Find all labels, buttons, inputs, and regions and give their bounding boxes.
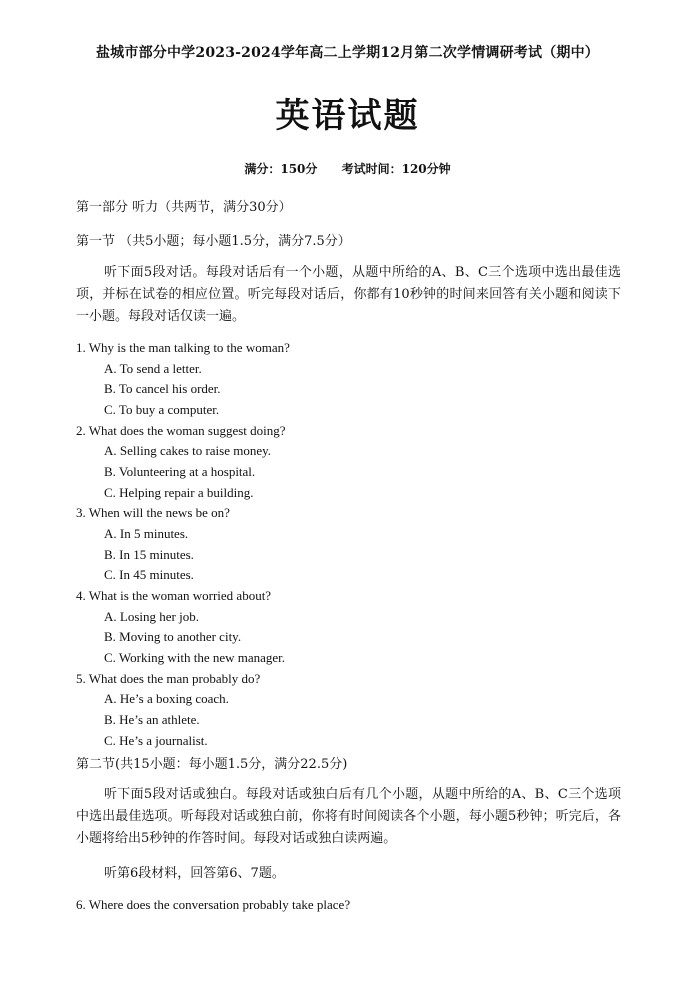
section1-instructions: 听下面5段对话。每段对话后有一个小题，从题中所给的A、B、C三个选项中选出最佳选项，并标在试卷的相应位置。听完每段对话后，你都有10秒钟的时间来回答有关小题和阅读下一小题。每段对话仅读一遍。 [76,265,621,324]
q4-option-c: C. Working with the new manager. [104,650,286,665]
part1-heading: 第一部分 听力（共两节，满分30分） [76,200,292,215]
q1-option-a: A. To send a letter. [104,361,202,376]
question-4: 4. What is the woman worried about? [76,588,272,603]
q5-option-b: B. He’s an athlete. [104,712,200,727]
q4-option-a: A. Losing her job. [104,609,199,624]
exam-time: 考试时间：120分钟 [341,162,451,176]
exam-meta [0,160,695,177]
q3-option-b: B. In 15 minutes. [104,547,194,562]
q2-option-b: B. Volunteering at a hospital. [104,464,256,479]
question-2: 2. What does the woman suggest doing? [76,423,286,438]
question-6: 6. Where does the conversation probably take place? [76,897,351,912]
q5-option-c: C. He’s a journalist. [104,733,208,748]
material-note: 听第6段材料，回答第6、7题。 [104,866,285,881]
q1-option-b: B. To cancel his order. [104,381,221,396]
page-title: 英语试题 [275,96,420,136]
question-3: 3. When will the news be on? [76,505,230,520]
section2-heading: 第二节(共15小题：每小题1.5分，满分22.5分) [76,757,348,772]
q3-option-a: A. In 5 minutes. [104,526,189,541]
exam-header: 盐城市部分中学2023-2024学年高二上学期12月第二次学情调研考试（期中） [95,45,600,61]
q2-option-c: C. Helping repair a building. [104,485,254,500]
section2-instructions: 听下面5段对话或独白。每段对话或独白后有几个小题，从题中所给的A、B、C三个选项中选出最佳选项。听每段对话或独白前，你将有时间阅读各个小题，每小题5秒钟；听完后，各小题将给出5秒钟的作答时间。每段对话或独白读两遍。 [76,787,621,846]
q3-option-c: C. In 45 minutes. [104,567,194,582]
section1-heading: 第一节 （共5小题；每小题1.5分，满分7.5分） [76,234,351,249]
q4-option-b: B. Moving to another city. [104,629,242,644]
q5-option-a: A. He’s a boxing coach. [104,691,229,706]
full-score: 满分：150分 [244,162,318,176]
q1-option-c: C. To buy a computer. [104,402,220,417]
question-5: 5. What does the man probably do? [76,671,261,686]
q2-option-a: A. Selling cakes to raise money. [104,443,272,458]
question-1: 1. Why is the man talking to the woman? [76,340,290,355]
